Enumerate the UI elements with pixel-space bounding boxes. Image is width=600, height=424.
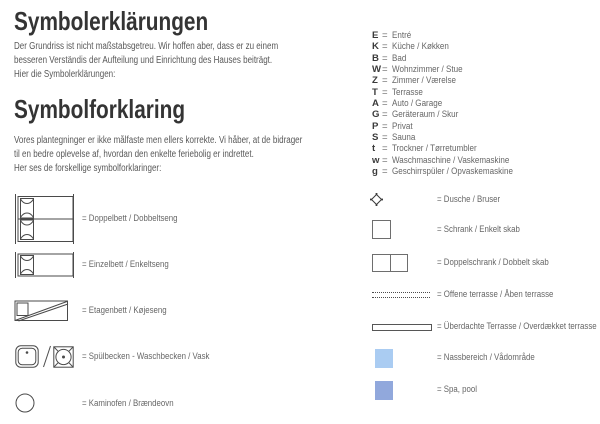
room-code-list [372, 30, 536, 177]
room-code-letter: T [372, 86, 378, 98]
double-cabinet-icon [372, 254, 408, 272]
cabinet-cell [373, 255, 391, 271]
room-code-row [372, 64, 536, 75]
paragraph-line: Hier die Symbolerklärungen: [14, 69, 116, 81]
wet-area-swatch [375, 349, 393, 368]
slash-separator [41, 344, 53, 369]
room-code-letter: S [372, 132, 379, 144]
equals-sign: = [382, 75, 388, 87]
room-code-letter: t [372, 143, 376, 155]
room-code-name: Auto / Garage [392, 98, 443, 110]
room-code-row [372, 121, 536, 132]
equals-sign: = [382, 41, 388, 53]
room-code-row [372, 109, 536, 120]
page-title-german: Symbolerklärungen [14, 6, 209, 36]
equals-sign: = [382, 143, 388, 155]
legend-label-single-bed: = Einzelbett / Enkeltseng [82, 259, 169, 270]
room-code-row [372, 30, 536, 41]
room-code-letter: g [372, 166, 378, 178]
paragraph-line: Her ses de forskellige symbolforklaringer: [14, 163, 162, 175]
room-code-row [372, 132, 536, 143]
legend-label-double-bed: = Doppelbett / Dobbeltseng [82, 213, 178, 224]
wood-stove-icon [15, 393, 35, 413]
room-code-letter: E [372, 30, 379, 41]
legend-label-bunk-bed: = Etagenbett / Køjeseng [82, 305, 167, 316]
room-code-letter: K [372, 41, 379, 53]
legend-label-double-cabinet: = Doppelschrank / Dobbelt skab [437, 257, 549, 268]
paragraph-line: Vores plantegninger er ikke målfaste men ellers korrekte. Vi håber, at de bidrager [14, 135, 303, 146]
room-code-letter: P [372, 120, 379, 132]
equals-sign: = [382, 120, 388, 132]
room-code-row [372, 53, 536, 64]
room-code-row [372, 75, 536, 86]
room-code-letter: W [372, 64, 382, 76]
double-bed-icon [14, 194, 76, 244]
room-code-name: Geräteraum / Skur [392, 109, 459, 121]
room-code-row [372, 143, 536, 154]
danish-intro-paragraph [14, 134, 302, 177]
room-code-name: Küche / Køkken [392, 41, 449, 53]
german-intro-paragraph [14, 40, 278, 83]
equals-sign: = [382, 154, 388, 166]
legend-label-open-terrace: = Offene terrasse / Åben terrasse [437, 289, 554, 300]
room-code-name: Bad [392, 52, 407, 64]
single-bed-icon [14, 252, 76, 278]
room-code-name: Wohnzimmer / Stue [392, 64, 463, 76]
shower-icon [370, 193, 383, 206]
room-code-letter: A [372, 98, 379, 110]
equals-sign: = [382, 166, 388, 178]
room-code-letter: G [372, 109, 380, 121]
paragraph-line: besseren Verständis der Aufteilung und Einrichtung des Hauses beiträgt. [14, 55, 273, 67]
room-code-row [372, 41, 536, 52]
kitchen-sink-icon [15, 345, 39, 368]
room-code-letter: B [372, 52, 379, 64]
paragraph-line: til en bedre oplevelse af, hvordan den enkelte feriebolig er indrettet. [14, 149, 254, 161]
room-code-row [372, 87, 536, 98]
bunk-bed-icon [14, 300, 69, 322]
room-code-name: Entré [392, 30, 412, 41]
room-code-name: Privat [392, 120, 413, 132]
cabinet-cell [391, 255, 408, 271]
covered-terrace-icon [372, 324, 432, 331]
equals-sign: = [382, 30, 388, 41]
equals-sign: = [382, 86, 388, 98]
spa-pool-swatch [375, 381, 393, 400]
room-code-letter: Z [372, 75, 378, 87]
single-cabinet-icon [372, 220, 391, 239]
legend-label-stove: = Kaminofen / Brændeovn [82, 398, 174, 409]
room-code-row [372, 98, 536, 109]
room-code-row [372, 155, 536, 166]
equals-sign: = [382, 109, 388, 121]
room-code-name: Zimmer / Værelse [392, 75, 457, 87]
equals-sign: = [382, 132, 388, 144]
room-code-name: Sauna [392, 132, 416, 144]
legend-label-wet-area: = Nassbereich / Vådområde [437, 352, 535, 363]
legend-label-spa-pool: = Spa, pool [437, 384, 478, 395]
wash-basin-icon [53, 346, 74, 368]
legend-label-sink: = Spülbecken - Waschbecken / Vask [82, 351, 210, 362]
legend-label-single-cabinet: = Schrank / Enkelt skab [437, 224, 520, 235]
equals-sign: = [382, 52, 388, 64]
equals-sign: = [382, 98, 388, 110]
legend-label-shower: = Dusche / Bruser [437, 194, 501, 205]
room-code-name: Trockner / Tørretumbler [392, 143, 477, 155]
legend-label-covered-terrace: = Überdachte Terrasse / Overdækket terrasse [437, 321, 597, 332]
room-code-name: Terrasse [392, 86, 423, 98]
room-code-name: Geschirrspüler / Opvaskemaskine [392, 166, 513, 178]
equals-sign: = [382, 64, 388, 76]
room-code-letter: w [372, 154, 380, 166]
room-code-row [372, 166, 536, 177]
paragraph-line: Der Grundriss ist nicht maßstabsgetreu. Wir hoffen aber, dass er zu einem [14, 41, 279, 52]
room-code-name: Waschmaschine / Vaskemaskine [392, 154, 510, 166]
page-title-danish: Symbolforklaring [14, 94, 186, 124]
open-terrace-icon [372, 292, 430, 298]
